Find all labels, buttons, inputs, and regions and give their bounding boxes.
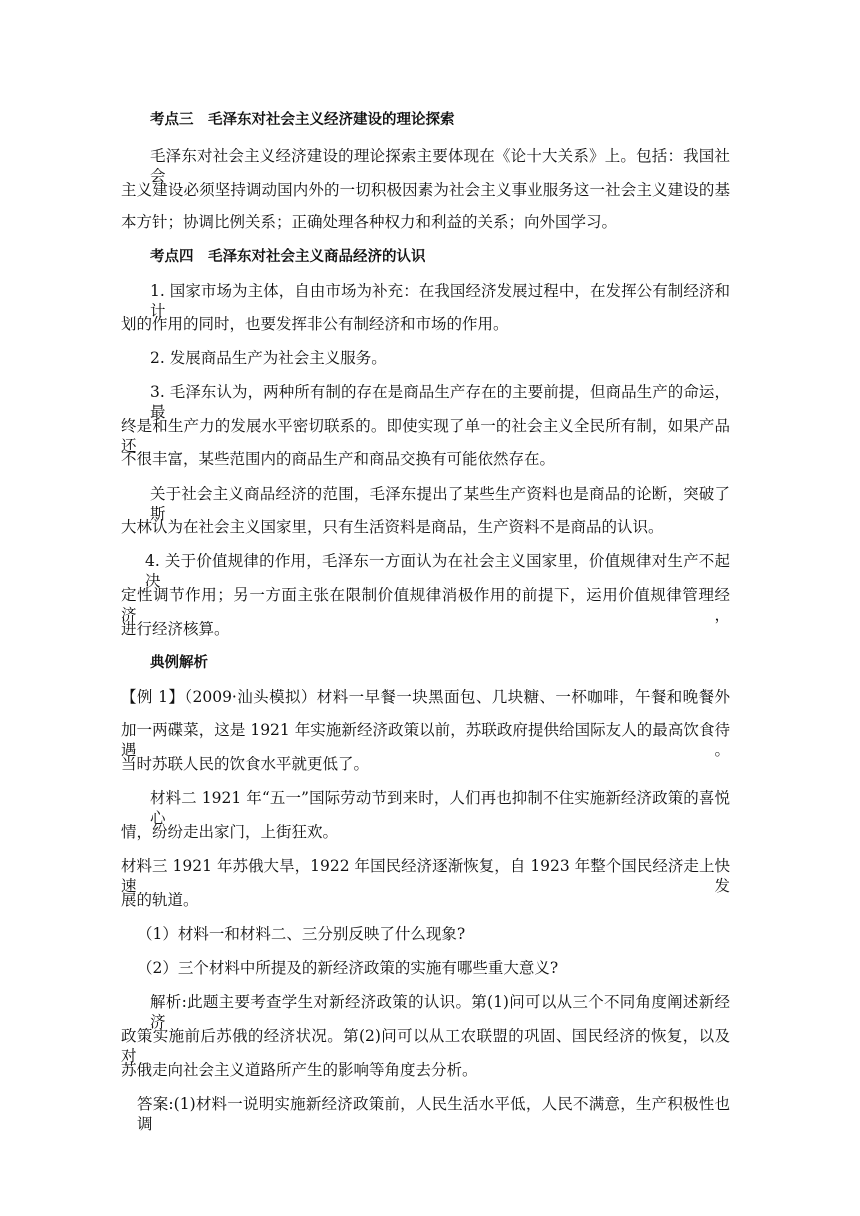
question-2: （2）三个材料中所提及的新经济政策的实施有哪些重大意义? — [137, 959, 559, 977]
paragraph-line: 展的轨道。 — [121, 891, 199, 909]
paragraph-line: 2. 发展商品生产为社会主义服务。 — [150, 349, 387, 367]
section-heading-kaodian-4: 考点四 毛泽东对社会主义商品经济的认识 — [150, 249, 426, 265]
paragraph-line: 划的作用的同时，也要发挥非公有制经济和市场的作用。 — [121, 315, 509, 333]
paragraph-line: 当时苏联人民的饮食水平就更低了。 — [121, 755, 370, 773]
paragraph-line: 政策实施前后苏俄的经济状况。第(2)问可以从工农联盟的巩固、国民经济的恢复，以及对 — [121, 1027, 730, 1065]
paragraph-line: 苏俄走向社会主义道路所产生的影响等角度去分析。 — [121, 1061, 478, 1079]
paragraph-line: 材料二 1921 年“五一”国际劳动节到来时，人们再也抑制不住实施新经济政策的喜悦心 — [150, 789, 730, 827]
paragraph-line: 答案:(1)材料一说明实施新经济政策前，人民生活水平低，人民不满意，生产积极性也调 — [137, 1095, 730, 1133]
section-heading-kaodian-3: 考点三 毛泽东对社会主义经济建设的理论探索 — [150, 112, 455, 128]
paragraph-line: 终是和生产力的发展水平密切联系的。即使实现了单一的社会主义全民所有制，如果产品还 — [121, 417, 730, 455]
paragraph-line: 加一两碟菜，这是 1921 年实施新经济政策以前，苏联政府提供给国际友人的最高饮食待遇。 — [121, 721, 730, 759]
paragraph-line: 本方针；协调比例关系；正确处理各种权力和利益的关系；向外国学习。 — [121, 213, 618, 231]
paragraph-line: 定性调节作用；另一方面主张在限制价值规律消极作用的前提下，运用价值规律管理经济， — [121, 586, 730, 624]
paragraph-line: 材料三 1921 年苏俄大旱，1922 年国民经济逐渐恢复，自 1923 年整个国民经济走上快速发 — [121, 857, 730, 895]
paragraph-line: 解析:此题主要考查学生对新经济政策的认识。第(1)问可以从三个不同角度阐述新经济 — [150, 993, 730, 1031]
question-1: （1）材料一和材料二、三分别反映了什么现象? — [137, 925, 466, 943]
paragraph-line: 毛泽东对社会主义经济建设的理论探索主要体现在《论十大关系》上。包括：我国社会 — [150, 147, 730, 185]
paragraph-line: 关于社会主义商品经济的范围，毛泽东提出了某些生产资料也是商品的论断，突破了斯 — [150, 485, 730, 523]
section-heading-examples: 典例解析 — [150, 655, 208, 671]
paragraph-line: 3. 毛泽东认为，两种所有制的存在是商品生产存在的主要前提，但商品生产的命运，最 — [150, 383, 730, 421]
paragraph-line: 大林认为在社会主义国家里，只有生活资料是商品，生产资料不是商品的认识。 — [121, 518, 664, 536]
paragraph-line: 1. 国家市场为主体，自由市场为补充：在我国经济发展过程中，在发挥公有制经济和计 — [150, 282, 730, 320]
paragraph-line: 4. 关于价值规律的作用，毛泽东一方面认为在社会主义国家里，价值规律对生产不起决 — [145, 552, 730, 590]
paragraph-line: 进行经济核算。 — [121, 620, 230, 638]
paragraph-line: 【例 1】（2009·汕头模拟）材料一早餐一块黑面包、几块糖、一杯咖啡，午餐和晚餐外 — [121, 688, 730, 706]
paragraph-line: 情，纷纷走出家门，上街狂欢。 — [121, 823, 339, 841]
paragraph-line: 不很丰富，某些范围内的商品生产和商品交换有可能依然存在。 — [121, 450, 556, 468]
paragraph-line: 主义建设必须坚持调动国内外的一切积极因素为社会主义事业服务这一社会主义建设的基 — [121, 181, 730, 199]
